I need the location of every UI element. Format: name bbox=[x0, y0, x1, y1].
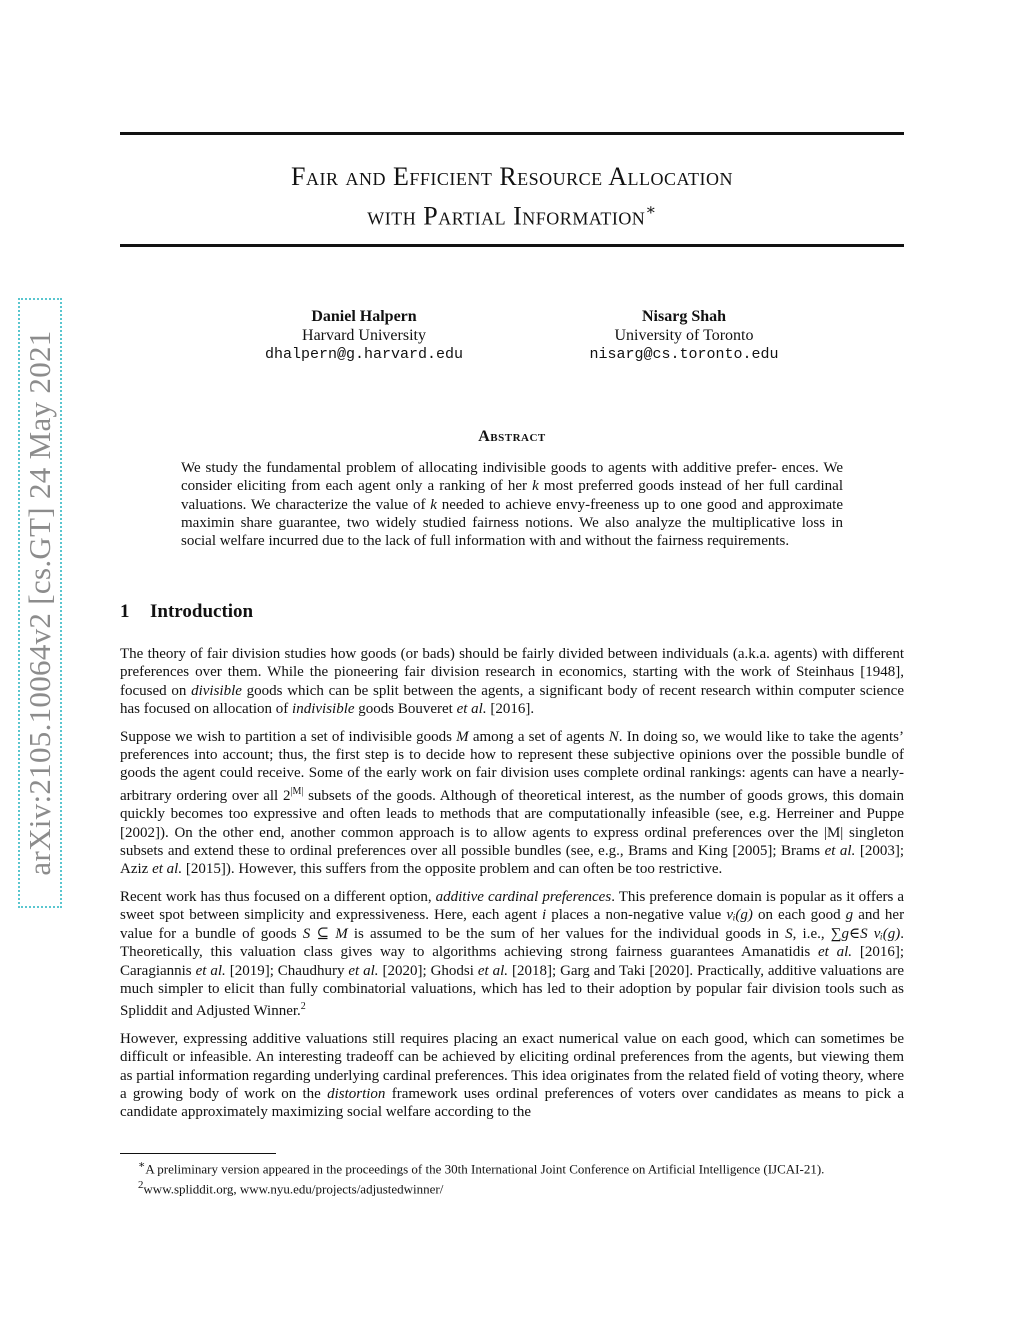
paragraph-4: However, expressing additive valuations still requires placing an exact numerical value on each good, which can sometimes be difficult or infeasible. An interesting tradeoff can be achieved by eliciting ordinal preferences from the agents, but viewing them as partial information regarding underlying cardinal preferences. This idea originates from the related field of voting theory, where a growing body of work on the distortion framework uses ordinal preferences of voters over candidates as means to pick a candidate approximately maximizing social welfare according to the bbox=[120, 1030, 905, 1121]
abstract-text: We study the fundamental problem of allocating indivisible goods to agents with additive prefer- ences. We consider eliciting from each agent only a ranking of her k most preferred goods instead of her full cardinal valuations. We characterize the value of k needed to achieve envy-freeness up to one good and approximate maximin share guarantee, two widely studied fairness notions. We also analyze the multiplicative loss in social welfare incurred due to the lack of full information with and without the fairness requirements. bbox=[181, 460, 844, 550]
paragraph-3: Recent work has thus focused on a different option, additive cardinal preferences. This preference domain is popular as it offers a sweet spot between simplicity and expressiveness. Here, each agent i places a non-negative value vᵢ(g) on each good g and her value for a bundle of goods S ⊆ M is assumed to be the sum of her values for the individual goods in S, i.e., ∑g∈S vᵢ(g). Theoretically, this valuation class gives way to algorithms achieving strong fairness guarantees Amanatidis et al. [2016]; Caragiannis et al. [2019]; Chaudhury et al. [2020]; Ghodsi et al. [2018]; Garg and Taki [2020]. Practically, additive valuations are much simpler to elicit than fully combinatorial valuations, which has led to their adoption by popular fair division tools such as Spliddit and Adjusted Winner.$^2$ bbox=[120, 888, 905, 1020]
author-shah bbox=[534, 307, 834, 364]
title-footnote-mark: ∗ bbox=[645, 202, 657, 219]
arxiv-id: arXiv:2105.10064v2 [cs.GT] 24 May 2021 bbox=[22, 330, 57, 876]
title-line-1: Fair and Efficient Resource Allocation bbox=[290, 162, 734, 191]
author-email: nisarg@cs.toronto.edu bbox=[589, 346, 779, 363]
footnote-1: ∗A preliminary version appeared in the proceedings of the 30th International Joint Conference on Artificial Intelligence (IJCAI-21). bbox=[138, 1159, 825, 1177]
abstract-heading: Abstract bbox=[478, 428, 546, 445]
body-text bbox=[120, 645, 904, 1131]
arxiv-stamp bbox=[18, 298, 62, 908]
footnote-2: $^2$www.spliddit.org, www.nyu.edu/projects/adjustedwinner/ bbox=[138, 1179, 444, 1197]
author-halpern bbox=[214, 307, 514, 364]
footnotes bbox=[120, 1157, 904, 1198]
author-email: dhalpern@g.harvard.edu bbox=[264, 346, 464, 363]
author-affiliation: University of Toronto bbox=[614, 327, 754, 344]
paragraph-1: The theory of fair division studies how goods (or bads) should be fairly divided between individuals (a.k.a. agents) with different preferences over them. While the pioneering fair division research in economics, starting with the work of Steinhaus [1948], focused on divisible goods which can be split between the agents, a significant body of recent research within computer science has focused on allocation of indivisible goods Bouveret et al. [2016]. bbox=[120, 646, 904, 718]
author-affiliation: Harvard University bbox=[302, 327, 426, 344]
section-heading-introduction: 1 Introduction bbox=[120, 601, 254, 622]
footnote-rule bbox=[120, 1153, 276, 1154]
title-rule-bottom bbox=[120, 244, 904, 247]
author-name: Nisarg Shah bbox=[641, 308, 727, 325]
paper-title bbox=[120, 160, 904, 234]
title-rule-top bbox=[120, 132, 904, 135]
author-name: Daniel Halpern bbox=[311, 308, 417, 325]
title-line-2: with Partial Information∗ bbox=[367, 201, 657, 231]
paragraph-2: Suppose we wish to partition a set of indivisible goods M among a set of agents N. In doing so, we would like to take the agents’ preferences into account; thus, the first step is to decide how to represent these subjective opinions over the possible bundle of goods the agent could receive. Some of the early work on fair division uses complete ordinal rankings: agents can have a nearly-arbitrary ordering over all $2^{|M|}$ subsets of the goods. Although of theoretical interest, as the number of goods grows, this domain quickly becomes too expressive and often leads to methods that are computationally infeasible (see, e.g. Herreiner and Puppe [2002]). On the other end, another common approach is to allow agents to express ordinal preferences over the |M| singleton subsets and extend these to ordinal preferences over all possible bundles (see, e.g., Brams and King [2005]; Brams et al. [2003]; Aziz et al. [2015]). However, this suffers from the opposite problem and can often be too restrictive. bbox=[120, 728, 905, 878]
